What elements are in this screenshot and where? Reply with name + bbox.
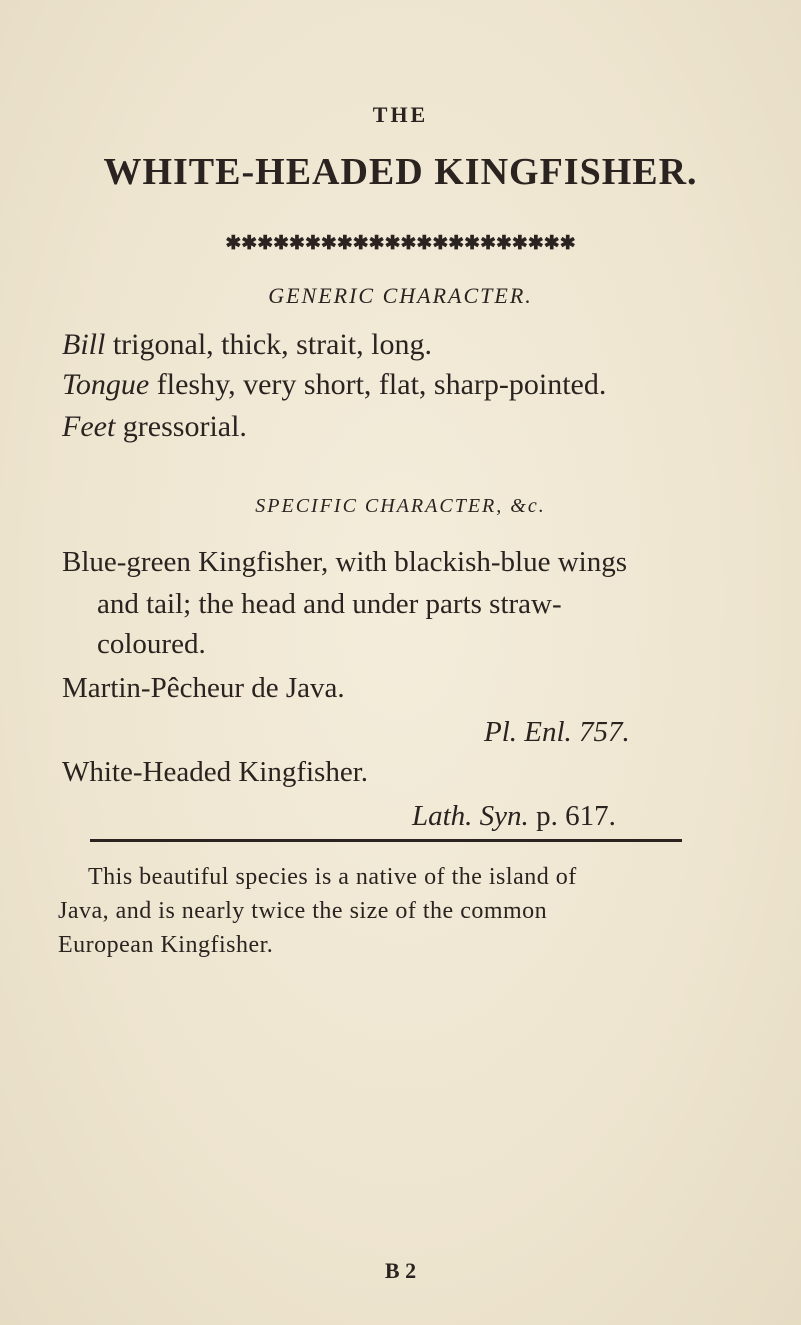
section-rule [90, 839, 682, 842]
reference-latham-label: Lath. Syn. [412, 800, 529, 832]
bill-label: Bill [62, 328, 106, 361]
specific-line-3: coloured. [97, 628, 206, 660]
bill-line [62, 328, 432, 362]
generic-character-heading: GENERIC CHARACTER. [268, 283, 533, 308]
tongue-label: Tongue [62, 368, 150, 401]
specific-line-1: Blue-green Kingfisher, with blackish-blue wings [62, 546, 628, 578]
english-name: White-Headed Kingfisher. [62, 756, 369, 788]
reference-latham-page: p. 617. [528, 800, 616, 832]
description-line-3: European Kingfisher. [58, 932, 274, 958]
specific-line-2: and tail; the head and under parts straw- [97, 588, 562, 620]
french-name: Martin-Pêcheur de Java. [62, 672, 345, 704]
tongue-text: fleshy, very short, flat, sharp-pointed. [149, 368, 607, 401]
signature-mark: B 2 [384, 1258, 417, 1283]
description-line-1: This beautiful species is a native of the island of [88, 864, 577, 890]
tongue-line [62, 368, 606, 402]
title-article: THE [372, 102, 429, 127]
page-title: WHITE-HEADED KINGFISHER. [103, 151, 698, 193]
bill-text: trigonal, thick, strait, long. [105, 328, 432, 361]
feet-line [62, 410, 247, 444]
star-ornament-divider: ✱✱✱✱✱✱✱✱✱✱✱✱✱✱✱✱✱✱✱✱✱✱ [225, 233, 576, 254]
feet-text: gressorial. [115, 410, 247, 443]
feet-label: Feet [62, 410, 116, 443]
reference-latham-synopsis [412, 800, 616, 833]
specific-character-heading: SPECIFIC CHARACTER, &c. [255, 495, 546, 517]
description-line-2: Java, and is nearly twice the size of the common [58, 898, 548, 924]
reference-planches-enluminees: Pl. Enl. 757. [484, 716, 630, 748]
